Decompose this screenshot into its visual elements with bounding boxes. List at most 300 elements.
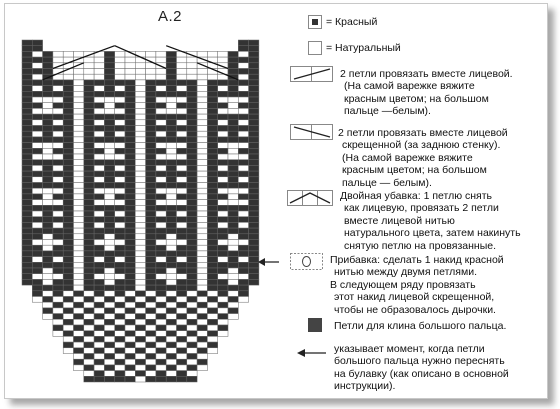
chart-cell-open: [115, 86, 125, 92]
chart-cell-open: [135, 114, 145, 120]
chart-cell-open: [228, 279, 238, 285]
chart-cell-open: [94, 120, 104, 126]
chart-cell-open: [135, 234, 145, 240]
chart-cell-open: [218, 86, 228, 92]
chart-cell-filled: [125, 91, 135, 97]
chart-cell-open: [74, 154, 84, 160]
chart-cell-open: [146, 348, 156, 354]
chart-cell-filled: [146, 228, 156, 234]
chart-cell-filled: [43, 257, 53, 263]
chart-cell-filled: [238, 217, 248, 223]
chart-cell-open: [125, 74, 135, 80]
chart-cell-filled: [43, 131, 53, 137]
chart-cell-open: [84, 359, 94, 365]
chart-cell-filled: [238, 40, 248, 46]
chart-cell-open: [115, 63, 125, 69]
chart-cell-filled: [94, 126, 104, 132]
chart-cell-filled: [43, 222, 53, 228]
chart-cell-filled: [84, 342, 94, 348]
chart-cell-filled: [53, 279, 63, 285]
chart-cell-open: [63, 314, 73, 320]
chart-cell-filled: [63, 245, 73, 251]
chart-cell-filled: [125, 114, 135, 120]
chart-cell-filled: [74, 291, 84, 297]
chart-cell-filled: [197, 359, 207, 365]
chart-cell-filled: [146, 376, 156, 382]
chart-cell-open: [135, 279, 145, 285]
chart-cell-filled: [249, 46, 259, 52]
chart-cell-open: [115, 97, 125, 103]
chart-cell-filled: [115, 348, 125, 354]
chart-cell-filled: [32, 69, 42, 75]
chart-cell-filled: [228, 222, 238, 228]
chart-cell-filled: [166, 86, 176, 92]
chart-cell-filled: [146, 91, 156, 97]
chart-cell-filled: [53, 262, 63, 268]
chart-cell-open: [135, 80, 145, 86]
chart-cell-filled: [187, 148, 197, 154]
chart-cell-open: [115, 74, 125, 80]
chart-cell-open: [218, 97, 228, 103]
chart-cell-open: [197, 131, 207, 137]
chart-cell-open: [135, 240, 145, 246]
chart-cell-filled: [156, 245, 166, 251]
chart-cell-open: [74, 188, 84, 194]
chart-cell-filled: [238, 234, 248, 240]
chart-cell-filled: [84, 97, 94, 103]
chart-cell-open: [125, 325, 135, 331]
chart-cell-open: [146, 302, 156, 308]
chart-cell-open: [135, 108, 145, 114]
chart-cell-filled: [146, 211, 156, 217]
chart-cell-filled: [32, 171, 42, 177]
chart-cell-open: [74, 120, 84, 126]
chart-cell-filled: [104, 365, 114, 371]
chart-cell-open: [218, 319, 228, 325]
chart-cell-filled: [218, 262, 228, 268]
chart-cell-open: [53, 86, 63, 92]
chart-cell-filled: [156, 80, 166, 86]
chart-cell-filled: [115, 314, 125, 320]
chart-cell-open: [218, 51, 228, 57]
chart-cell-open: [84, 291, 94, 297]
chart-cell-open: [53, 308, 63, 314]
chart-cell-filled: [84, 143, 94, 149]
chart-cell-filled: [104, 69, 114, 75]
chart-cell-filled: [32, 103, 42, 109]
chart-cell-filled: [22, 188, 32, 194]
chart-cell-filled: [156, 160, 166, 166]
chart-cell-filled: [146, 154, 156, 160]
chart-cell-open: [166, 154, 176, 160]
chart-cell-filled: [156, 126, 166, 132]
chart-cell-filled: [104, 262, 114, 268]
chart-cell-filled: [166, 285, 176, 291]
chart-cell-open: [156, 200, 166, 206]
chart-cell-filled: [228, 63, 238, 69]
chart-cell-open: [53, 319, 63, 325]
chart-cell-filled: [104, 257, 114, 263]
chart-cell-filled: [63, 211, 73, 217]
chart-cell-filled: [125, 194, 135, 200]
chart-cell-open: [156, 342, 166, 348]
chart-cell-filled: [43, 285, 53, 291]
chart-cell-filled: [207, 297, 217, 303]
chart-cell-filled: [32, 262, 42, 268]
chart-cell-open: [104, 148, 114, 154]
chart-cell-open: [94, 57, 104, 63]
chart-cell-filled: [94, 336, 104, 342]
chart-cell-filled: [249, 274, 259, 280]
chart-cell-filled: [43, 69, 53, 75]
chart-cell-open: [238, 143, 248, 149]
chart-cell-open: [115, 57, 125, 63]
chart-cell-open: [63, 51, 73, 57]
chart-cell-open: [135, 120, 145, 126]
legend-line: (На самой варежке вяжите: [344, 80, 475, 93]
chart-cell-filled: [63, 188, 73, 194]
chart-cell-filled: [53, 302, 63, 308]
chart-cell-open: [43, 148, 53, 154]
chart-cell-open: [43, 291, 53, 297]
chart-cell-filled: [63, 222, 73, 228]
chart-cell-filled: [146, 86, 156, 92]
chart-cell-filled: [22, 131, 32, 137]
chart-cell-filled: [218, 245, 228, 251]
chart-cell-filled: [84, 257, 94, 263]
chart-cell-filled: [218, 103, 228, 109]
chart-cell-open: [218, 308, 228, 314]
chart-cell-filled: [146, 103, 156, 109]
chart-cell-filled: [207, 97, 217, 103]
chart-cell-filled: [207, 205, 217, 211]
chart-cell-filled: [84, 376, 94, 382]
chart-cell-filled: [53, 325, 63, 331]
chart-cell-filled: [63, 148, 73, 154]
chart-cell-filled: [238, 262, 248, 268]
chart-cell-open: [125, 63, 135, 69]
chart-cell-filled: [249, 154, 259, 160]
empty-square-icon: [308, 41, 322, 55]
chart-cell-filled: [207, 200, 217, 206]
chart-cell-filled: [22, 74, 32, 80]
chart-cell-filled: [22, 165, 32, 171]
chart-cell-open: [135, 354, 145, 360]
chart-cell-open: [177, 177, 187, 183]
chart-cell-filled: [115, 103, 125, 109]
chart-cell-open: [177, 319, 187, 325]
chart-cell-open: [74, 365, 84, 371]
chart-cell-open: [63, 336, 73, 342]
chart-cell-open: [156, 154, 166, 160]
chart-cell-open: [135, 262, 145, 268]
chart-cell-open: [146, 291, 156, 297]
chart-cell-open: [115, 297, 125, 303]
chart-cell-filled: [166, 91, 176, 97]
chart-cell-filled: [218, 279, 228, 285]
chart-cell-open: [84, 69, 94, 75]
chart-cell-filled: [146, 331, 156, 337]
chart-cell-filled: [207, 262, 217, 268]
chart-cell-open: [166, 314, 176, 320]
chart-cell-open: [156, 274, 166, 280]
chart-cell-open: [125, 57, 135, 63]
chart-cell-filled: [53, 126, 63, 132]
chart-cell-open: [156, 108, 166, 114]
chart-cell-filled: [207, 131, 217, 137]
chart-cell-filled: [228, 57, 238, 63]
chart-cell-filled: [74, 348, 84, 354]
chart-cell-open: [74, 217, 84, 223]
chart-cell-open: [43, 103, 53, 109]
chart-cell-filled: [146, 194, 156, 200]
chart-cell-open: [197, 80, 207, 86]
chart-cell-open: [177, 108, 187, 114]
chart-cell-open: [43, 274, 53, 280]
chart-cell-open: [94, 74, 104, 80]
left-slant-icon: [290, 124, 334, 140]
chart-cell-filled: [218, 148, 228, 154]
chart-cell-filled: [207, 91, 217, 97]
chart-cell-open: [156, 165, 166, 171]
chart-cell-filled: [32, 80, 42, 86]
chart-cell-filled: [187, 108, 197, 114]
chart-cell-filled: [177, 228, 187, 234]
chart-cell-filled: [32, 268, 42, 274]
chart-cell-filled: [63, 331, 73, 337]
chart-cell-open: [218, 131, 228, 137]
chart-cell-open: [197, 205, 207, 211]
chart-cell-filled: [115, 251, 125, 257]
chart-cell-filled: [249, 245, 259, 251]
chart-cell-open: [197, 137, 207, 143]
chart-cell-filled: [63, 103, 73, 109]
chart-cell-open: [135, 194, 145, 200]
chart-cell-open: [177, 331, 187, 337]
chart-cell-filled: [115, 302, 125, 308]
chart-cell-open: [218, 57, 228, 63]
chart-cell-open: [238, 274, 248, 280]
chart-cell-filled: [63, 268, 73, 274]
chart-cell-filled: [177, 205, 187, 211]
chart-cell-filled: [166, 257, 176, 263]
chart-cell-open: [84, 63, 94, 69]
chart-cell-open: [197, 143, 207, 149]
chart-cell-filled: [22, 274, 32, 280]
chart-cell-open: [135, 160, 145, 166]
chart-cell-filled: [94, 103, 104, 109]
chart-cell-open: [53, 131, 63, 137]
legend-arrow: [334, 343, 509, 393]
chart-cell-filled: [84, 365, 94, 371]
chart-cell-open: [187, 63, 197, 69]
chart-cell-filled: [84, 148, 94, 154]
chart-cell-open: [94, 308, 104, 314]
chart-cell-filled: [187, 91, 197, 97]
chart-cell-filled: [146, 285, 156, 291]
chart-cell-open: [135, 331, 145, 337]
chart-cell-open: [146, 371, 156, 377]
chart-cell-filled: [94, 80, 104, 86]
chart-cell-open: [156, 86, 166, 92]
chart-cell-open: [146, 51, 156, 57]
chart-cell-filled: [125, 257, 135, 263]
chart-cell-open: [197, 228, 207, 234]
chart-cell-open: [53, 188, 63, 194]
chart-cell-filled: [249, 80, 259, 86]
chart-cell-filled: [53, 80, 63, 86]
chart-cell-filled: [115, 183, 125, 189]
chart-cell-open: [135, 131, 145, 137]
chart-cell-open: [207, 314, 217, 320]
chart-cell-filled: [207, 268, 217, 274]
chart-cell-filled: [146, 319, 156, 325]
chart-cell-open: [32, 297, 42, 303]
chart-cell-filled: [22, 69, 32, 75]
chart-cell-filled: [63, 257, 73, 263]
chart-cell-open: [197, 342, 207, 348]
chart-cell-open: [94, 131, 104, 137]
chart-cell-filled: [115, 376, 125, 382]
chart-cell-open: [238, 188, 248, 194]
chart-cell-open: [146, 74, 156, 80]
chart-cell-filled: [156, 205, 166, 211]
chart-cell-filled: [53, 171, 63, 177]
chart-cell-open: [125, 348, 135, 354]
chart-cell-filled: [84, 285, 94, 291]
chart-cell-open: [43, 314, 53, 320]
chart-cell-open: [104, 325, 114, 331]
chart-cell-filled: [94, 234, 104, 240]
chart-cell-filled: [177, 302, 187, 308]
legend-line: указывает момент, когда петли: [334, 343, 485, 355]
chart-cell-filled: [156, 371, 166, 377]
chart-cell-open: [166, 268, 176, 274]
chart-cell-filled: [32, 245, 42, 251]
chart-cell-open: [94, 297, 104, 303]
chart-cell-open: [228, 188, 238, 194]
double-decrease-icon: [287, 190, 335, 206]
chart-cell-filled: [125, 331, 135, 337]
chart-cell-filled: [104, 297, 114, 303]
chart-cell-filled: [238, 80, 248, 86]
chart-cell-open: [74, 297, 84, 303]
chart-cell-filled: [104, 57, 114, 63]
chart-cell-filled: [43, 165, 53, 171]
chart-cell-filled: [207, 285, 217, 291]
chart-cell-filled: [104, 331, 114, 337]
chart-cell-open: [218, 331, 228, 337]
chart-cell-filled: [84, 114, 94, 120]
chart-cell-open: [177, 63, 187, 69]
chart-cell-filled: [146, 183, 156, 189]
chart-cell-filled: [207, 274, 217, 280]
chart-cell-open: [115, 319, 125, 325]
chart-cell-open: [177, 354, 187, 360]
chart-cell-filled: [84, 251, 94, 257]
chart-cell-filled: [22, 257, 32, 263]
chart-cell-open: [115, 69, 125, 75]
chart-cell-open: [32, 177, 42, 183]
chart-cell-filled: [125, 148, 135, 154]
chart-cell-filled: [43, 80, 53, 86]
chart-cell-filled: [207, 342, 217, 348]
chart-cell-filled: [63, 91, 73, 97]
chart-cell-filled: [177, 251, 187, 257]
chart-cell-filled: [63, 97, 73, 103]
chart-cell-open: [94, 365, 104, 371]
chart-cell-filled: [146, 143, 156, 149]
chart-cell-open: [74, 331, 84, 337]
chart-cell-filled: [156, 91, 166, 97]
chart-cell-open: [228, 143, 238, 149]
chart-cell-filled: [22, 200, 32, 206]
chart-cell-filled: [187, 285, 197, 291]
chart-cell-filled: [94, 245, 104, 251]
chart-cell-open: [177, 257, 187, 263]
chart-cell-filled: [166, 177, 176, 183]
chart-cell-filled: [74, 359, 84, 365]
chart-cell-open: [32, 274, 42, 280]
chart-cell-filled: [125, 376, 135, 382]
chart-cell-open: [166, 143, 176, 149]
chart-cell-filled: [187, 262, 197, 268]
chart-cell-open: [166, 234, 176, 240]
chart-cell-open: [74, 69, 84, 75]
chart-cell-filled: [187, 205, 197, 211]
chart-cell-open: [218, 188, 228, 194]
chart-cell-open: [84, 325, 94, 331]
chart-cell-filled: [22, 262, 32, 268]
chart-cell-filled: [135, 348, 145, 354]
legend-line: снятую петлю на провязанные.: [344, 239, 496, 252]
chart-cell-open: [177, 154, 187, 160]
chart-cell-filled: [166, 319, 176, 325]
chart-cell-filled: [84, 200, 94, 206]
chart-cell-open: [53, 51, 63, 57]
chart-cell-filled: [238, 285, 248, 291]
chart-cell-filled: [63, 154, 73, 160]
chart-cell-filled: [84, 154, 94, 160]
chart-cell-open: [156, 131, 166, 137]
chart-cell-filled: [104, 171, 114, 177]
chart-cell-open: [115, 108, 125, 114]
chart-cell-filled: [249, 222, 259, 228]
chart-cell-open: [166, 148, 176, 154]
chart-cell-filled: [135, 359, 145, 365]
chart-cell-open: [94, 342, 104, 348]
chart-cell-open: [53, 120, 63, 126]
chart-cell-filled: [218, 314, 228, 320]
chart-cell-filled: [156, 268, 166, 274]
chart-cell-open: [228, 194, 238, 200]
chart-cell-open: [53, 200, 63, 206]
chart-cell-filled: [43, 171, 53, 177]
chart-cell-open: [238, 177, 248, 183]
chart-cell-filled: [84, 268, 94, 274]
chart-cell-filled: [177, 336, 187, 342]
chart-cell-filled: [22, 40, 32, 46]
chart-cell-open: [238, 222, 248, 228]
chart-cell-filled: [187, 376, 197, 382]
chart-cell-filled: [84, 188, 94, 194]
chart-cell-open: [74, 268, 84, 274]
chart-cell-filled: [22, 143, 32, 149]
chart-cell-open: [74, 205, 84, 211]
chart-cell-filled: [228, 165, 238, 171]
chart-cell-open: [135, 148, 145, 154]
chart-cell-open: [238, 154, 248, 160]
